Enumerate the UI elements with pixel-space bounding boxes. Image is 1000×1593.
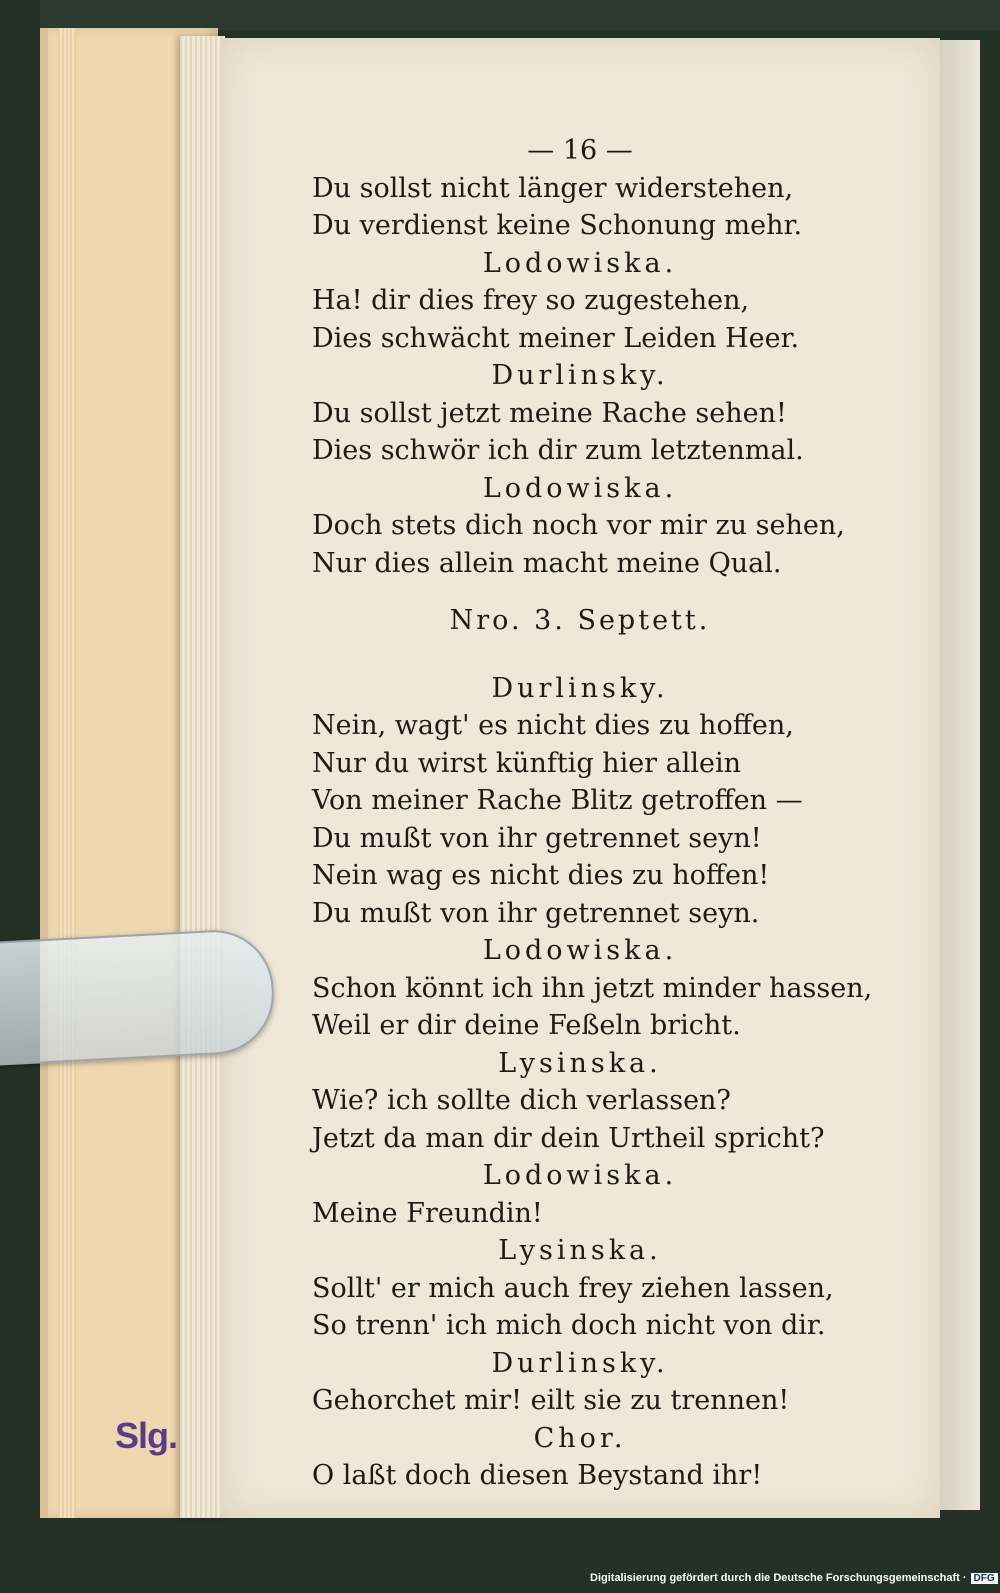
verse-line: Nur du wirst künftig hier allein	[312, 747, 742, 779]
verse-line: Schon könnt ich ihn jetzt minder hassen,	[312, 972, 873, 1004]
verse-line: Ha! dir dies frey so zugestehen,	[312, 285, 750, 316]
verse-line: Du mußt von ihr getrennet seyn!	[312, 822, 762, 854]
verse-line: Nur dies allein macht meine Qual.	[312, 547, 782, 579]
verse-line: Gehorchet mir! eilt sie zu trennen!	[312, 1385, 790, 1416]
page-text	[300, 132, 873, 1495]
verse-line: Dies schwör ich dir zum letztenmal.	[312, 435, 804, 466]
verse-line: O laßt doch diesen Beystand ihr!	[312, 1460, 763, 1491]
page-number: — 16 —	[527, 135, 633, 166]
speaker-name: Chor.	[533, 1422, 627, 1454]
page-stack-edge	[180, 36, 225, 1518]
verse-line: Nein wag es nicht dies zu hoffen!	[312, 860, 770, 891]
speaker-name: Lodowiska.	[482, 935, 678, 966]
glass-page-weight	[0, 927, 277, 1066]
speaker-name: Lodowiska.	[482, 247, 678, 279]
verse-line: Sollt' er mich auch frey ziehen lassen,	[312, 1272, 834, 1304]
speaker-name: Durlinsky.	[491, 1347, 669, 1379]
verse-line: Wie? ich sollte dich verlassen?	[312, 1085, 731, 1116]
speaker-name: Lodowiska.	[482, 472, 678, 504]
verse-line: Von meiner Rache Blitz getroffen —	[312, 785, 803, 816]
cover-edge	[58, 28, 76, 1518]
scan-background-top	[40, 0, 1000, 30]
verse-line: Meine Freundin!	[312, 1197, 543, 1229]
verse-line: Doch stets dich noch vor mir zu sehen,	[312, 510, 845, 541]
dfg-logo-icon: DFG	[971, 1573, 998, 1584]
verse-line: Nein, wagt' es nicht dies zu hoffen,	[312, 710, 794, 741]
speaker-name: Durlinsky.	[491, 672, 669, 704]
verse-line: Jetzt da man dir dein Urtheil spricht?	[312, 1122, 825, 1154]
speaker-name: Durlinsky.	[491, 360, 669, 391]
verse-line: Dies schwächt meiner Leiden Heer.	[312, 322, 800, 354]
verse-line: Du sollst jetzt meine Rache sehen!	[312, 397, 787, 429]
verse-line: Du mußt von ihr getrennet seyn.	[312, 897, 760, 929]
digitization-credit	[590, 1572, 998, 1584]
speaker-name: Lodowiska.	[482, 1160, 678, 1191]
library-stamp: Slg.	[115, 1415, 178, 1456]
verse-line: Weil er dir deine Feßeln bricht.	[312, 1010, 741, 1041]
credit-text: Digitalisierung gefördert durch die Deutsche Forschungsgemeinschaft ·	[590, 1572, 967, 1584]
speaker-name: Lysinska.	[498, 1235, 662, 1266]
verse-line: So trenn' ich mich doch nicht von dir.	[312, 1310, 826, 1341]
speaker-name: Lysinska.	[498, 1047, 662, 1079]
verse-line: Du verdienst keine Schonung mehr.	[312, 210, 803, 241]
verse-line: Du sollst nicht länger widerstehen,	[312, 172, 794, 204]
next-page-edge	[940, 40, 980, 1510]
section-heading: Nro. 3. Septett.	[449, 605, 711, 636]
